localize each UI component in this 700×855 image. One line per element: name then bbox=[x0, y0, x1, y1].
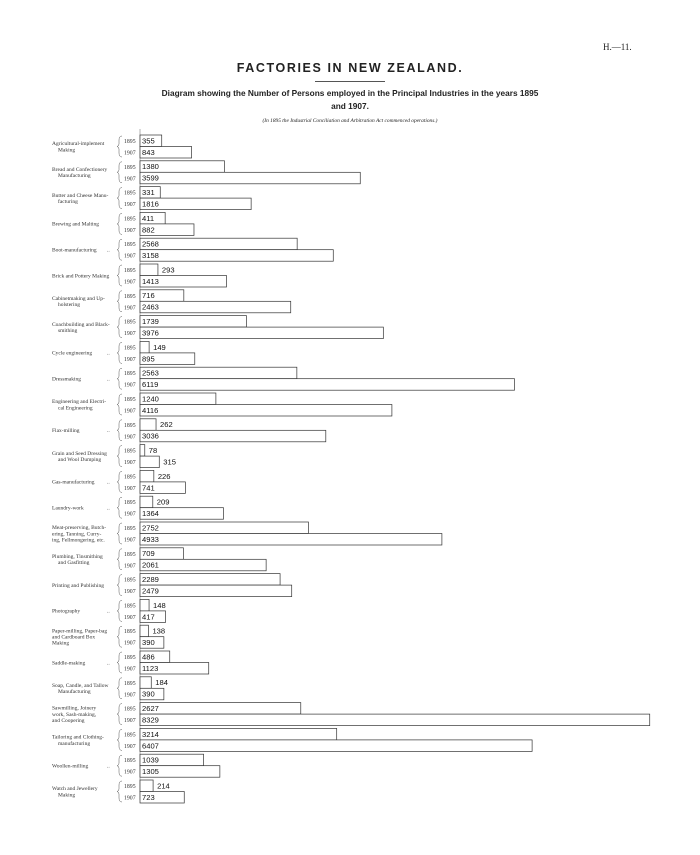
bar-value-label: 1240 bbox=[142, 394, 159, 404]
year-brace bbox=[117, 497, 122, 518]
bar-value-label: 417 bbox=[142, 612, 155, 622]
year-label: 1907 bbox=[124, 614, 136, 621]
bar-1895 bbox=[140, 599, 149, 611]
bar-value-label: 2627 bbox=[142, 704, 159, 713]
year-label: 1907 bbox=[124, 589, 136, 596]
page-reference: H.—11. bbox=[603, 42, 632, 52]
year-label: 1895 bbox=[124, 397, 136, 403]
leader-dots: .. bbox=[107, 660, 110, 667]
bar-1895 bbox=[140, 780, 153, 792]
year-label: 1895 bbox=[124, 706, 136, 713]
year-brace bbox=[117, 626, 122, 647]
bar-1907 bbox=[140, 379, 514, 391]
bar-1907 bbox=[140, 585, 292, 597]
leader-dots: .. bbox=[107, 350, 110, 357]
year-label: 1895 bbox=[124, 190, 136, 197]
bar-value-label: 293 bbox=[161, 265, 175, 275]
year-label: 1907 bbox=[124, 331, 136, 338]
bar-value-label: 709 bbox=[142, 549, 155, 559]
year-label: 1895 bbox=[124, 268, 136, 274]
bar-value-label: 486 bbox=[142, 652, 155, 662]
bar-value-label: 411 bbox=[142, 213, 155, 223]
chart-title: FACTORIES IN NEW ZEALAND. bbox=[236, 61, 464, 75]
year-label: 1895 bbox=[124, 345, 136, 352]
category-label: Brewing and Malting bbox=[52, 221, 100, 228]
bar-value-label: 882 bbox=[142, 225, 155, 235]
category-label: Flax-milling bbox=[52, 428, 80, 435]
year-brace bbox=[117, 678, 122, 699]
year-label: 1895 bbox=[124, 784, 136, 790]
bar-value-label: 148 bbox=[153, 600, 166, 610]
bar-value-label: 1739 bbox=[142, 317, 159, 326]
year-brace bbox=[117, 781, 122, 802]
year-brace bbox=[117, 523, 122, 544]
year-label: 1907 bbox=[124, 485, 136, 492]
year-label: 1895 bbox=[124, 526, 136, 532]
year-label: 1895 bbox=[124, 474, 136, 481]
bar-value-label: 3599 bbox=[142, 173, 159, 183]
category-label: Gas-manufacturing bbox=[52, 479, 95, 486]
bar-value-label: 2752 bbox=[142, 523, 159, 533]
year-label: 1895 bbox=[124, 629, 136, 636]
bar-value-label: 1123 bbox=[142, 663, 159, 673]
year-brace bbox=[117, 368, 122, 389]
year-label: 1895 bbox=[124, 216, 136, 223]
category-label: Coachbuilding and Black-smithing bbox=[52, 321, 110, 334]
leader-dots: .. bbox=[107, 505, 110, 512]
year-brace bbox=[117, 549, 122, 570]
year-brace bbox=[117, 136, 122, 157]
bar-value-label: 2563 bbox=[142, 368, 159, 378]
bar-value-label: 209 bbox=[156, 497, 170, 507]
bar-value-label: 3214 bbox=[142, 729, 159, 739]
year-label: 1907 bbox=[124, 511, 136, 518]
category-label: Meat-preserving, Butch-ering, Tanning, Curry-ing, Fellmongering, etc. bbox=[52, 525, 107, 544]
year-label: 1895 bbox=[124, 655, 136, 661]
year-label: 1907 bbox=[124, 692, 136, 699]
category-label: Sawmilling, Joinery work, Sash-making, and Coopering bbox=[52, 705, 97, 725]
year-label: 1895 bbox=[124, 293, 136, 300]
year-brace bbox=[117, 239, 122, 260]
bar-1907 bbox=[140, 250, 333, 262]
bar-1907 bbox=[140, 714, 650, 726]
year-label: 1895 bbox=[124, 603, 136, 610]
bar-value-label: 262 bbox=[160, 420, 173, 430]
bar-value-label: 2061 bbox=[142, 560, 159, 570]
year-label: 1895 bbox=[124, 422, 136, 429]
year-label: 1907 bbox=[124, 537, 136, 544]
year-label: 1907 bbox=[124, 640, 136, 647]
bar-value-label: 2479 bbox=[142, 586, 159, 596]
bar-value-label: 2568 bbox=[142, 239, 159, 249]
category-label: Dressmaking bbox=[52, 376, 82, 383]
year-brace bbox=[117, 652, 122, 673]
leader-dots: .. bbox=[107, 247, 110, 254]
category-label: Paper-milling, Paper-bag and Cardboard Box Making bbox=[52, 628, 108, 647]
category-label: Bread and Confectionery Manufacturing bbox=[52, 167, 108, 180]
year-label: 1907 bbox=[124, 666, 136, 673]
bar-1907 bbox=[140, 430, 326, 442]
year-label: 1907 bbox=[124, 253, 136, 260]
bar-value-label: 184 bbox=[155, 678, 168, 688]
leader-dots: .. bbox=[107, 428, 110, 435]
year-brace bbox=[117, 342, 122, 363]
bar-1895 bbox=[140, 496, 153, 508]
bar-1907 bbox=[140, 301, 291, 313]
bar-1895 bbox=[140, 470, 154, 482]
year-label: 1907 bbox=[124, 150, 136, 157]
year-label: 1895 bbox=[124, 732, 136, 739]
year-brace bbox=[117, 729, 122, 750]
bar-value-label: 4933 bbox=[142, 534, 159, 544]
bar-value-label: 3976 bbox=[142, 328, 159, 338]
bar-value-label: 390 bbox=[142, 638, 155, 648]
year-brace bbox=[117, 575, 122, 596]
year-label: 1907 bbox=[124, 795, 136, 802]
category-label: Brick and Pottery Making bbox=[52, 273, 110, 280]
bar-value-label: 1305 bbox=[142, 767, 159, 777]
bar-1895 bbox=[140, 264, 158, 276]
year-brace bbox=[117, 213, 122, 234]
bar-value-label: 315 bbox=[163, 457, 176, 467]
bar-value-label: 1039 bbox=[142, 755, 159, 765]
year-brace bbox=[117, 265, 122, 286]
bar-value-label: 4116 bbox=[142, 405, 159, 415]
bar-value-label: 6119 bbox=[142, 380, 159, 390]
year-label: 1907 bbox=[124, 743, 136, 750]
category-label: Plumbing, Tinsmithing and Gasfitting bbox=[52, 554, 103, 567]
bar-1895 bbox=[140, 341, 149, 353]
bar-1895 bbox=[140, 574, 280, 586]
category-label: Agricultural-implement Making bbox=[52, 141, 105, 154]
bar-value-label: 2289 bbox=[142, 575, 159, 584]
year-brace bbox=[117, 394, 122, 415]
bar-value-label: 331 bbox=[142, 188, 155, 197]
bar-value-label: 390 bbox=[142, 689, 155, 699]
year-brace bbox=[117, 420, 122, 441]
bar-value-label: 2463 bbox=[142, 302, 159, 312]
year-label: 1895 bbox=[124, 551, 136, 558]
year-label: 1895 bbox=[124, 319, 136, 326]
year-brace bbox=[117, 188, 122, 209]
year-label: 1907 bbox=[124, 460, 136, 467]
leader-dots: .. bbox=[107, 376, 110, 383]
bar-value-label: 723 bbox=[142, 792, 155, 802]
category-label: Printing and Publishing bbox=[52, 582, 104, 589]
year-label: 1907 bbox=[124, 176, 136, 183]
category-label: Butter and Cheese Manu-facturing bbox=[52, 192, 109, 205]
year-label: 1895 bbox=[124, 139, 136, 145]
bar-value-label: 355 bbox=[142, 136, 155, 146]
bar-value-label: 1380 bbox=[142, 162, 159, 172]
year-brace bbox=[117, 704, 122, 725]
year-label: 1907 bbox=[124, 356, 136, 363]
bar-1907 bbox=[140, 172, 360, 184]
year-label: 1907 bbox=[124, 227, 136, 234]
bar-value-label: 843 bbox=[142, 147, 155, 157]
year-label: 1907 bbox=[124, 718, 136, 725]
year-label: 1895 bbox=[124, 758, 136, 765]
bar-1907 bbox=[140, 534, 442, 546]
bar-1895 bbox=[140, 728, 337, 740]
year-label: 1895 bbox=[124, 448, 136, 455]
year-label: 1907 bbox=[124, 202, 136, 209]
category-label: Cabinetmaking and Up-holstering bbox=[52, 296, 105, 309]
category-label: Cycle engineering bbox=[52, 350, 93, 357]
bar-value-label: 741 bbox=[142, 483, 155, 493]
year-label: 1907 bbox=[124, 408, 136, 415]
bar-1907 bbox=[140, 327, 383, 339]
bar-1907 bbox=[140, 740, 532, 752]
year-label: 1895 bbox=[124, 500, 136, 507]
leader-dots: .. bbox=[107, 763, 110, 770]
year-label: 1895 bbox=[124, 680, 136, 687]
category-label: Engineering and Electri-cal Engineering bbox=[52, 399, 107, 412]
year-label: 1907 bbox=[124, 382, 136, 389]
year-brace bbox=[117, 600, 122, 621]
year-label: 1907 bbox=[124, 279, 136, 286]
year-label: 1907 bbox=[124, 563, 136, 570]
leader-dots: .. bbox=[107, 608, 110, 615]
bar-value-label: 138 bbox=[152, 626, 166, 636]
year-brace bbox=[117, 471, 122, 492]
bar-1907 bbox=[140, 456, 159, 468]
bar-value-label: 149 bbox=[153, 342, 166, 352]
category-label: Boot-manufacturing bbox=[52, 247, 97, 254]
chart-subtitle: Diagram showing the Number of Persons employed in the Principal Industries in the years 1895 and 1907. bbox=[161, 88, 539, 111]
bar-1895 bbox=[140, 522, 308, 534]
bar-1895 bbox=[140, 625, 148, 637]
bar-1895 bbox=[140, 238, 297, 250]
bar-value-label: 1413 bbox=[142, 276, 159, 286]
bar-1895 bbox=[140, 703, 301, 715]
chart-note: (In 1895 the Industrial Conciliation and Arbitration Act commenced operations.) bbox=[262, 118, 438, 124]
bar-value-label: 716 bbox=[142, 291, 155, 301]
category-label: Soap, Candle, and Tallow Manufacturing bbox=[52, 683, 109, 696]
bar-value-label: 3158 bbox=[142, 251, 159, 261]
year-label: 1907 bbox=[124, 769, 136, 776]
leader-dots: .. bbox=[107, 479, 110, 486]
year-label: 1907 bbox=[124, 305, 136, 312]
bar-value-label: 3036 bbox=[142, 431, 159, 441]
bar-value-label: 8329 bbox=[142, 715, 159, 725]
bar-1907 bbox=[140, 405, 392, 417]
category-label: Photography bbox=[52, 608, 81, 615]
bar-1895 bbox=[140, 419, 156, 431]
year-brace bbox=[117, 317, 122, 338]
year-brace bbox=[117, 755, 122, 776]
year-label: 1907 bbox=[124, 434, 136, 441]
year-brace bbox=[117, 446, 122, 467]
bar-1895 bbox=[140, 677, 151, 689]
category-label: Tailoring and Clothing-manufacturing bbox=[52, 734, 104, 747]
category-label: Laundry-work bbox=[52, 505, 84, 512]
category-label: Grain and Seed Dressing and Wool Dumping bbox=[52, 450, 107, 463]
bar-value-label: 226 bbox=[157, 471, 171, 481]
bar-value-label: 1816 bbox=[142, 199, 159, 209]
category-label: Watch and Jewellery Making bbox=[52, 786, 98, 799]
bar-1907 bbox=[140, 559, 266, 571]
year-label: 1895 bbox=[124, 371, 136, 378]
bar-value-label: 214 bbox=[157, 781, 170, 791]
bar-value-label: 78 bbox=[148, 446, 158, 455]
category-label: Woollen-milling bbox=[52, 763, 89, 770]
bar-value-label: 895 bbox=[142, 354, 155, 364]
bar-1895 bbox=[140, 445, 145, 457]
category-label: Saddle-making bbox=[52, 660, 86, 667]
year-label: 1895 bbox=[124, 577, 136, 584]
bar-value-label: 6407 bbox=[142, 741, 159, 751]
year-label: 1895 bbox=[124, 242, 136, 249]
year-brace bbox=[117, 162, 122, 183]
year-label: 1895 bbox=[124, 164, 136, 171]
bar-1895 bbox=[140, 367, 297, 379]
year-brace bbox=[117, 291, 122, 312]
bar-value-label: 1364 bbox=[142, 509, 159, 519]
